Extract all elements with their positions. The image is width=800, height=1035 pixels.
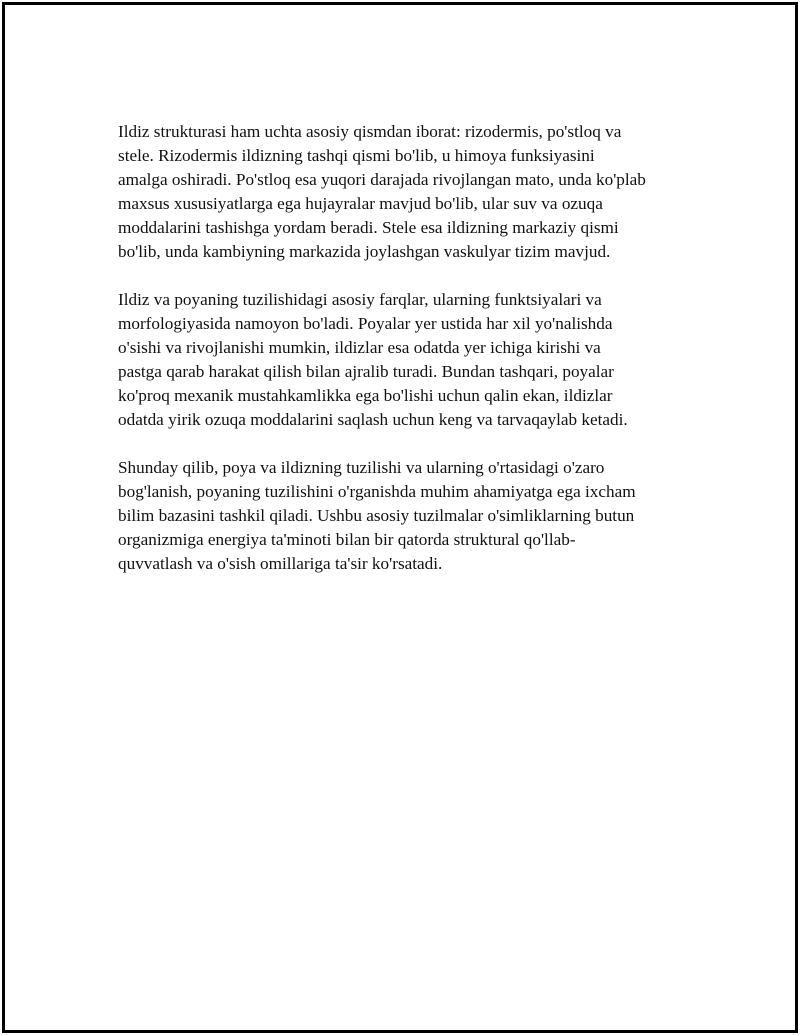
text-line: stele. Rizodermis ildizning tashqi qismi bo'lib, u himoya funksiyasini: [118, 146, 595, 165]
paragraph-root-stem-differences: [118, 288, 678, 432]
text-line: organizmiga energiya ta'minoti bilan bir qatorda struktural qo'llab-: [118, 530, 576, 549]
text-line: ko'proq mexanik mustahkamlikka ega bo'lishi uchun qalin ekan, ildizlar: [118, 386, 613, 405]
text-line: Ildiz strukturasi ham uchta asosiy qismdan iborat: rizodermis, po'stloq va: [118, 122, 622, 141]
text-line: bo'lib, unda kambiyning markazida joylashgan vaskulyar tizim mavjud.: [118, 242, 611, 261]
paragraph-conclusion: [118, 456, 678, 576]
text-line: Shunday qilib, poya va ildizning tuzilishi va ularning o'rtasidagi o'zaro: [118, 458, 605, 477]
paragraph-root-structure: [118, 120, 678, 264]
text-line: odatda yirik ozuqa moddalarini saqlash uchun keng va tarvaqaylab ketadi.: [118, 410, 628, 429]
text-line: pastga qarab harakat qilish bilan ajralib turadi. Bundan tashqari, poyalar: [118, 362, 614, 381]
text-line: bog'lanish, poyaning tuzilishini o'rganishda muhim ahamiyatga ega ixcham: [118, 482, 636, 501]
text-line: o'sishi va rivojlanishi mumkin, ildizlar esa odatda yer ichiga kirishi va: [118, 338, 601, 357]
text-line: Ildiz va poyaning tuzilishidagi asosiy farqlar, ularning funktsiyalari va: [118, 290, 602, 309]
text-line: bilim bazasini tashkil qiladi. Ushbu asosiy tuzilmalar o'simliklarning butun: [118, 506, 635, 525]
text-line: morfologiyasida namoyon bo'ladi. Poyalar yer ustida har xil yo'nalishda: [118, 314, 613, 333]
document-body: [118, 120, 678, 600]
text-line: quvvatlash va o'sish omillariga ta'sir ko'rsatadi.: [118, 554, 443, 573]
text-line: moddalarini tashishga yordam beradi. Stele esa ildizning markaziy qismi: [118, 218, 619, 237]
document-page: [2, 2, 798, 1033]
text-line: maxsus xususiyatlarga ega hujayralar mavjud bo'lib, ular suv va ozuqa: [118, 194, 603, 213]
text-line: amalga oshiradi. Po'stloq esa yuqori darajada rivojlangan mato, unda ko'plab: [118, 170, 646, 189]
